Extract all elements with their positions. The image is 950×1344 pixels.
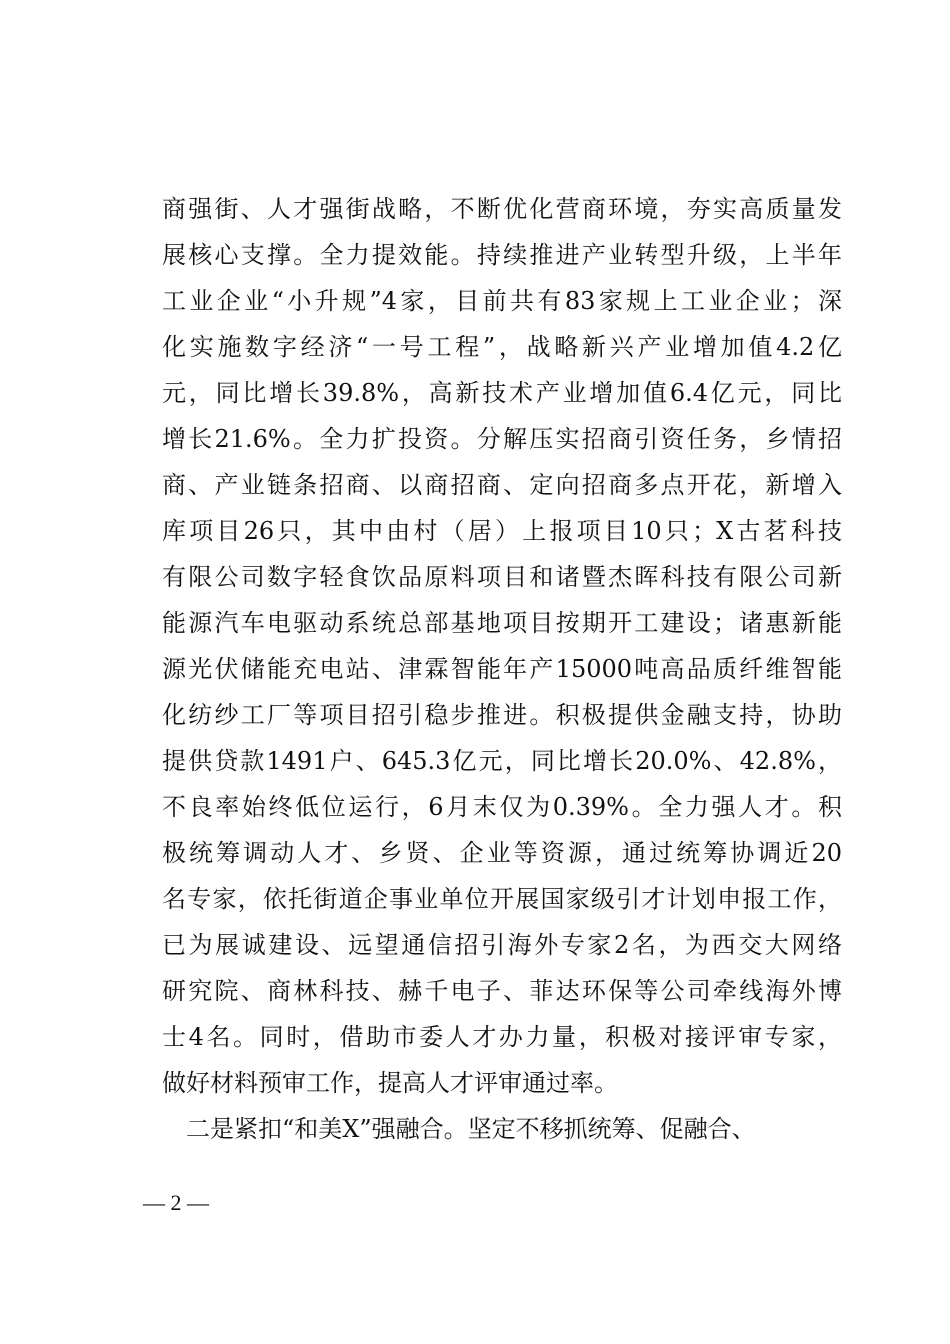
text-line: 工业企业“小升规”4家，目前共有83家规上工业企业；深 <box>162 287 842 315</box>
text-line: 商、产业链条招商、以商招商、定向招商多点开花，新增入 <box>162 471 842 499</box>
text-line: 已为展诚建设、远望通信招引海外专家2名，为西交大网络 <box>162 931 842 959</box>
text-line: 不良率始终低位运行，6月末仅为0.39%。全力强人才。积 <box>162 793 842 821</box>
text-line: 增长21.6%。全力扩投资。分解压实招商引资任务，乡情招 <box>162 425 842 453</box>
text-line: 做好材料预审工作，提高人才评审通过率。 <box>162 1069 618 1097</box>
page-number: — 2 — <box>143 1190 209 1215</box>
text-line: 商强街、人才强街战略，不断优化营商环境，夯实高质量发 <box>162 195 842 223</box>
text-line: 研究院、商林科技、赫千电子、菲达环保等公司牵线海外博 <box>162 977 842 1005</box>
text-line: 极统筹调动人才、乡贤、企业等资源，通过统筹协调近20 <box>162 839 842 867</box>
text-line: 士4名。同时，借助市委人才办力量，积极对接评审专家， <box>162 1023 842 1051</box>
text-line: 名专家，依托街道企事业单位开展国家级引才计划申报工作， <box>162 885 842 913</box>
text-line: 有限公司数字轻食饮品原料项目和诸暨杰晖科技有限公司新 <box>162 563 842 591</box>
text-line: 元，同比增长39.8%，高新技术产业增加值6.4亿元，同比 <box>162 379 842 407</box>
text-line: 提供贷款1491户、645.3亿元，同比增长20.0%、42.8%， <box>162 747 842 775</box>
text-line: 源光伏储能充电站、津霖智能年产15000吨高品质纤维智能 <box>162 655 842 683</box>
paragraph-start-line: 二是紧扣“和美X”强融合。坚定不移抓统筹、促融合、 <box>186 1115 756 1143</box>
text-line: 化纺纱工厂等项目招引稳步推进。积极提供金融支持，协助 <box>162 701 842 729</box>
text-line: 能源汽车电驱动系统总部基地项目按期开工建设；诸惠新能 <box>162 609 842 637</box>
body-text <box>162 186 842 1152</box>
text-line: 化实施数字经济“一号工程”，战略新兴产业增加值4.2亿 <box>162 333 842 361</box>
text-line: 库项目26只，其中由村（居）上报项目10只；X古茗科技 <box>162 517 842 545</box>
text-line: 展核心支撑。全力提效能。持续推进产业转型升级，上半年 <box>162 241 842 269</box>
